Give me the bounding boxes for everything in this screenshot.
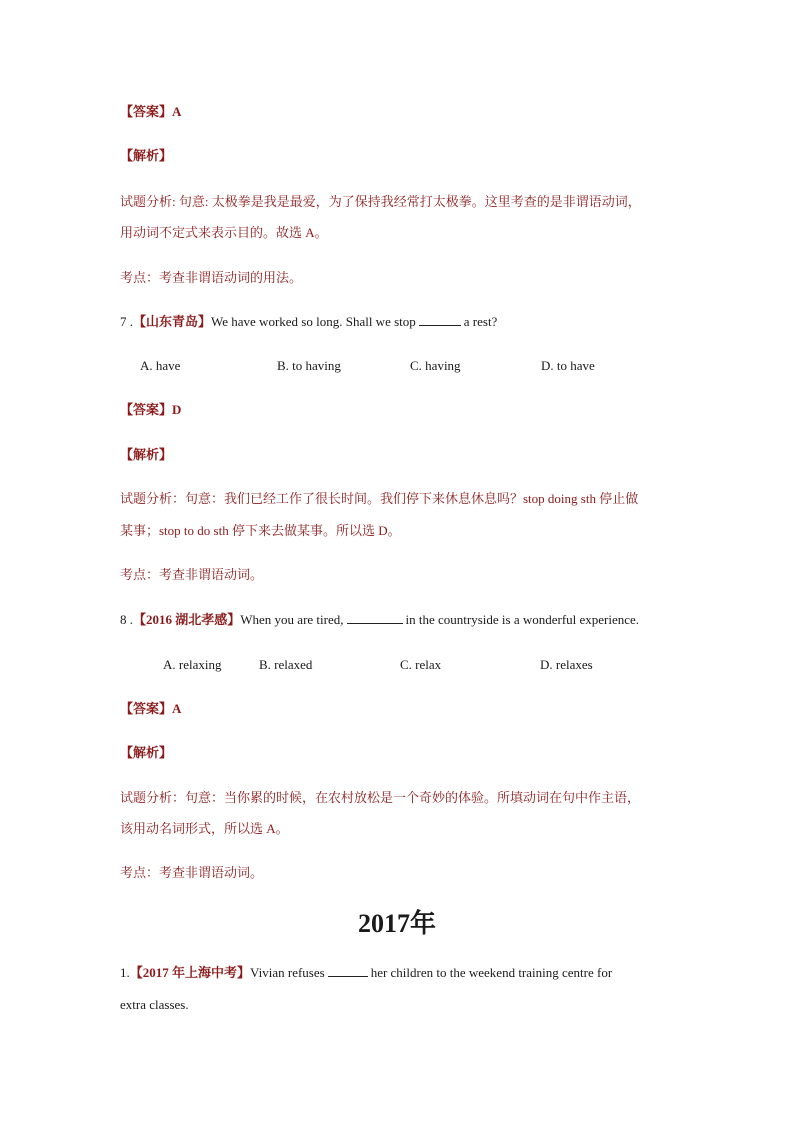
key-point: 考点：考查非谓语动词的用法。 <box>120 270 303 285</box>
question-stem: When you are tired, <box>240 612 344 627</box>
answer-blank <box>419 313 461 326</box>
question-source: 【2016 湖北孝感】 <box>133 612 241 627</box>
section-heading: 2017年 <box>357 909 436 938</box>
option-d: D. to have <box>541 358 595 373</box>
answer-blank <box>347 611 403 624</box>
analysis-text-line: 试题分析：句意：我们已经工作了很长时间。我们停下来休息休息吗？stop doing sth 停止做 <box>120 491 639 506</box>
option-d: D. relaxes <box>540 657 593 672</box>
question-stem: her children to the weekend training centre for <box>370 965 613 980</box>
analysis-label: 【解析】 <box>120 447 173 462</box>
analysis-text-line: 某事；stop to do sth 停下来去做某事。所以选 D。 <box>120 523 401 538</box>
question-8 <box>120 611 639 629</box>
question-stem: We have worked so long. Shall we stop <box>211 314 416 329</box>
option-b: B. relaxed <box>259 657 313 672</box>
answer-label: 【答案】A <box>120 701 182 716</box>
option-a: A. relaxing <box>163 657 222 672</box>
answer-blank <box>328 964 368 977</box>
question-source: 【2017 年上海中考】 <box>129 965 251 980</box>
answer-label: 【答案】A <box>120 104 182 119</box>
question-number: 8 . <box>120 612 133 627</box>
analysis-label: 【解析】 <box>120 148 173 163</box>
key-point: 考点：考查非谓语动词。 <box>120 567 264 582</box>
key-point: 考点：考查非谓语动词。 <box>120 865 264 880</box>
analysis-label: 【解析】 <box>120 745 173 760</box>
analysis-text-line: 试题分析: 句意: 太极拳是我是最爱，为了保持我经常打太极拳。这里考查的是非谓语动词， <box>120 194 641 209</box>
analysis-text-line: 用动词不定式来表示目的。故选 A。 <box>120 225 328 240</box>
option-b: B. to having <box>277 358 341 373</box>
analysis-text-line: 该用动名词形式，所以选 A。 <box>120 821 289 836</box>
option-c: C. having <box>410 358 461 373</box>
question-stem-line: extra classes. <box>120 997 189 1012</box>
question-source: 【山东青岛】 <box>133 314 212 329</box>
question-stem: in the countryside is a wonderful experience. <box>405 612 640 627</box>
option-c: C. relax <box>400 657 442 672</box>
question-number: 7 . <box>120 314 133 329</box>
question-stem: a rest? <box>463 314 498 329</box>
option-a: A. have <box>140 358 181 373</box>
question-2017-1 <box>120 964 612 982</box>
question-stem: Vivian refuses <box>250 965 325 980</box>
answer-label: 【答案】D <box>120 402 182 417</box>
analysis-text-line: 试题分析：句意：当你累的时候，在农村放松是一个奇妙的体验。所填动词在句中作主语， <box>120 790 641 805</box>
question-7 <box>120 313 497 331</box>
question-number: 1. <box>120 965 130 980</box>
